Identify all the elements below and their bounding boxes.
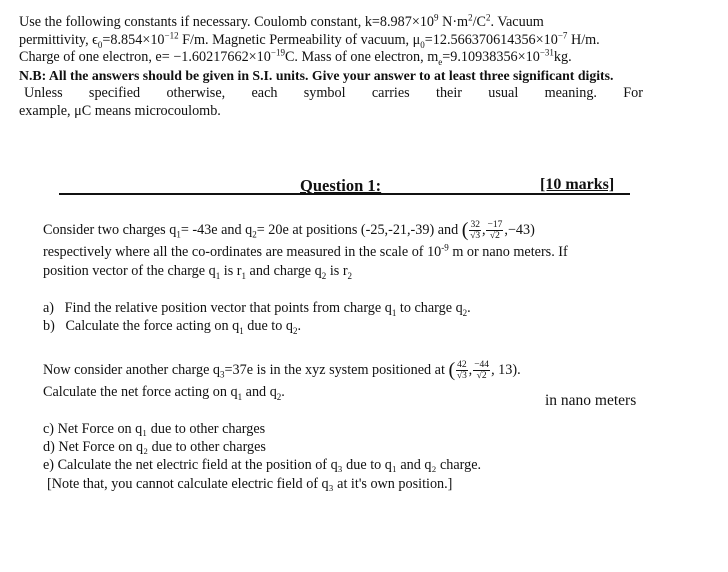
part-d: d) Net Force on q₂ due to other charges — [43, 439, 266, 455]
constants-line-3: Charge of one electron, $e= -1.60217662\times 10^{-19}C$. Mass of one electron, $m_e=9.10938356\times 10^{-31}kg$. — [19, 47, 572, 67]
usual-meaning-line: Unless specified otherwise, each symbol carries their usual meaning. For — [24, 85, 643, 101]
part-e: e) Calculate the net electric field at the position of q₃ due to q₁ and q₂ charge. — [43, 457, 482, 473]
third-charge-line: Now consider another charge $q_3=37e$ is in the xyz system positioned at ( $\frac{42}{√3}$ , $\frac{-44}{√2}$ , 13). — [43, 359, 521, 381]
net-force-line: Calculate the net force acting on $q_1$ and $q_2$. — [43, 384, 285, 402]
position-vector-line: position vector of the charge $q_1$ is $r_1$ and charge $q_2$ is $r_2$ — [43, 263, 353, 281]
fraction-32-root3: $\frac{32}{√3}$ — [470, 220, 481, 241]
constants-line-2: permittivity, $\epsilon_0=8.854\times 10^{-12}$ F/m. Magnetic Permeability of vacuum, $\mu_0=12.566370614356\times 10^{-7}$ H/m. — [19, 30, 600, 50]
note-text: [Note that, you cannot calculate electric field of q₃ at it's own position.] — [47, 476, 453, 492]
question-title: Question 1: — [300, 176, 382, 195]
microcoulomb-example: example, μC means microcoulomb. — [19, 103, 221, 119]
nb-instruction: N.B: All the answers should be given in S.I. units. Give your answer to at least three significant digits. — [19, 68, 614, 83]
part-b: b) Calculate the force acting on $q_1$ due to $q_2$. — [43, 318, 302, 336]
constants-line-1: Use the following constants if necessary. Coulomb constant, $k=8.987\times 10^9$ $N\cdot m^2/C^2$. Vacuum — [19, 12, 544, 30]
fraction-neg44-root2: $\frac{-44}{√2}$ — [474, 360, 490, 381]
charges-line: Consider two charges $q_1= -43e$ and $q_2= 20e$ at positions (-25,-21,-39) and ( $\frac{32}{√3}$ , $\frac{-17}{√2}$ ,−43) — [43, 219, 535, 241]
part-a: a) Find the relative position vector that points from charge $q_1$ to charge $q_2$. — [43, 300, 471, 318]
part-c: c) Net Force on q₁ due to other charges — [43, 421, 266, 437]
fraction-42-root3: $\frac{42}{√3}$ — [456, 360, 467, 381]
scale-line: respectively where all the co-ordinates are measured in the scale of $10^{-9}$ m or nano meters. If — [43, 242, 568, 260]
question-marks: [10 marks] — [540, 176, 615, 193]
fraction-neg17-root2: $\frac{-17}{√2}$ — [487, 220, 503, 241]
nano-meters-note: in nano meters — [545, 392, 637, 409]
